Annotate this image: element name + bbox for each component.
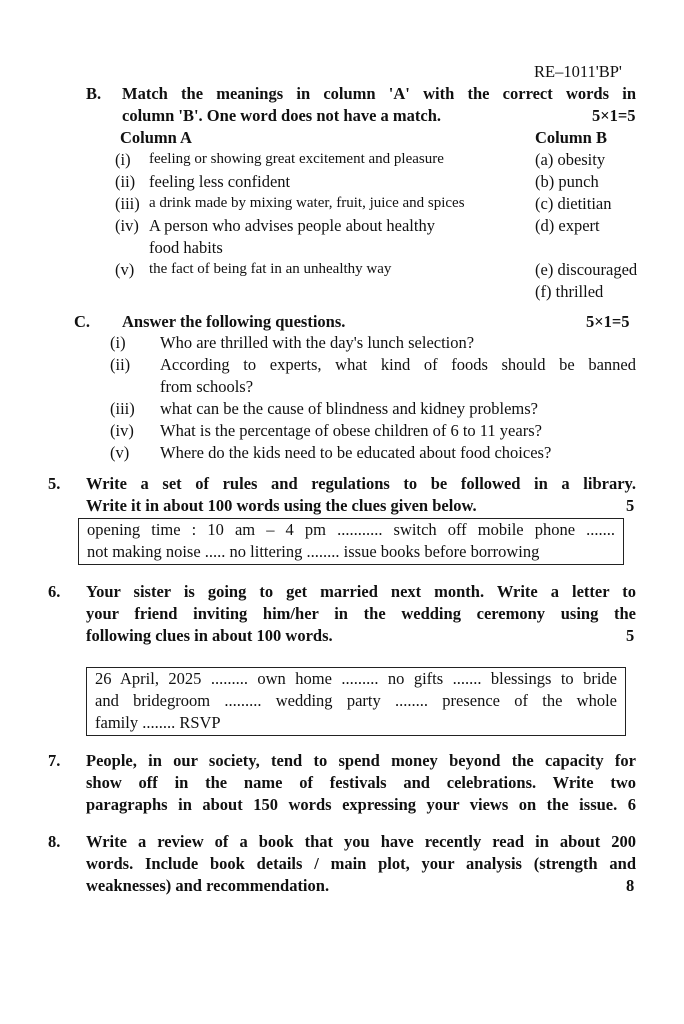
column-b-heading: Column B bbox=[535, 128, 607, 147]
paper-code: RE–1011'BP' bbox=[534, 62, 622, 81]
clue-line: not making noise ..... no littering ........ issue books before borrowing bbox=[87, 542, 540, 561]
question-6-line1: Your sister is going to get married next month. Write a letter to bbox=[86, 582, 636, 601]
section-b-number: B. bbox=[86, 84, 102, 103]
question-7-number: 7. bbox=[48, 751, 61, 770]
question-number: (i) bbox=[110, 333, 126, 352]
item-number: (i) bbox=[115, 150, 131, 169]
item-word: (a) obesity bbox=[535, 150, 606, 169]
item-number: (iii) bbox=[115, 194, 140, 213]
section-b-instruction-line1: Match the meanings in column 'A' with the correct words in bbox=[122, 84, 636, 103]
question-5-line2: Write it in about 100 words using the clues given below. bbox=[86, 496, 477, 515]
item-meaning: feeling less confident bbox=[149, 172, 291, 191]
section-c-marks: 5×1=5 bbox=[586, 312, 630, 331]
question-6-marks: 5 bbox=[626, 626, 635, 645]
question-text: According to experts, what kind of foods should be banned bbox=[160, 355, 636, 374]
section-b-instruction-line2: column 'B'. One word does not have a match. bbox=[122, 106, 442, 125]
item-word: (c) dietitian bbox=[535, 194, 612, 213]
question-6-line2: your friend inviting him/her in the wedding ceremony using the bbox=[86, 604, 636, 623]
question-7-line1: People, in our society, tend to spend money beyond the capacity for bbox=[86, 751, 636, 770]
question-6-clue-box bbox=[86, 667, 626, 736]
question-7-line2: show off in the name of festivals and celebrations. Write two bbox=[86, 773, 636, 792]
question-text: what can be the cause of blindness and kidney problems? bbox=[160, 399, 539, 418]
item-meaning: a drink made by mixing water, fruit, juice and spices bbox=[149, 195, 465, 211]
item-number: (v) bbox=[115, 260, 135, 279]
question-number: (ii) bbox=[110, 355, 131, 374]
question-8-line3: weaknesses) and recommendation. bbox=[86, 876, 330, 895]
question-text: Who are thrilled with the day's lunch selection? bbox=[160, 333, 475, 352]
question-7-line3: paragraphs in about 150 words expressing your views on the issue. 6 bbox=[86, 795, 636, 814]
question-text-continued: from schools? bbox=[160, 377, 254, 396]
question-5-line1: Write a set of rules and regulations to be followed in a library. bbox=[86, 474, 636, 493]
item-number: (iv) bbox=[115, 216, 139, 235]
question-5-number: 5. bbox=[48, 474, 61, 493]
question-number: (iii) bbox=[110, 399, 135, 418]
section-c-number: C. bbox=[74, 312, 91, 331]
item-word: (b) punch bbox=[535, 172, 599, 191]
question-8-line1: Write a review of a book that you have recently read in about 200 bbox=[86, 832, 636, 851]
question-8-number: 8. bbox=[48, 832, 61, 851]
question-text: Where do the kids need to be educated about food choices? bbox=[160, 443, 552, 462]
item-number: (ii) bbox=[115, 172, 136, 191]
item-meaning-continued: food habits bbox=[149, 238, 223, 257]
clue-line: family ........ RSVP bbox=[95, 713, 221, 732]
question-number: (v) bbox=[110, 443, 130, 462]
question-8-marks: 8 bbox=[626, 876, 635, 895]
clue-line: and bridegroom ......... wedding party ........ presence of the whole bbox=[95, 691, 617, 710]
section-c-title: Answer the following questions. bbox=[122, 312, 346, 331]
section-b-marks: 5×1=5 bbox=[592, 106, 636, 125]
question-6-number: 6. bbox=[48, 582, 61, 601]
question-text: What is the percentage of obese children of 6 to 11 years? bbox=[160, 421, 542, 440]
item-meaning: the fact of being fat in an unhealthy way bbox=[149, 261, 392, 277]
item-word: (d) expert bbox=[535, 216, 600, 235]
item-meaning: A person who advises people about healthy bbox=[149, 216, 435, 235]
question-5-marks: 5 bbox=[626, 496, 635, 515]
column-a-heading: Column A bbox=[120, 128, 192, 147]
unmatched-word: (f) thrilled bbox=[535, 282, 604, 301]
question-6-line3: following clues in about 100 words. bbox=[86, 626, 333, 645]
item-meaning: feeling or showing great excitement and pleasure bbox=[149, 151, 444, 167]
clue-line: 26 April, 2025 ......... own home ......... no gifts ....... blessings to bride bbox=[95, 669, 617, 688]
item-word: (e) discouraged bbox=[535, 260, 638, 279]
question-8-line2: words. Include book details / main plot, your analysis (strength and bbox=[86, 854, 636, 873]
question-number: (iv) bbox=[110, 421, 134, 440]
question-5-clue-box bbox=[78, 518, 624, 565]
clue-line: opening time : 10 am – 4 pm ........... switch off mobile phone ....... bbox=[87, 520, 615, 539]
